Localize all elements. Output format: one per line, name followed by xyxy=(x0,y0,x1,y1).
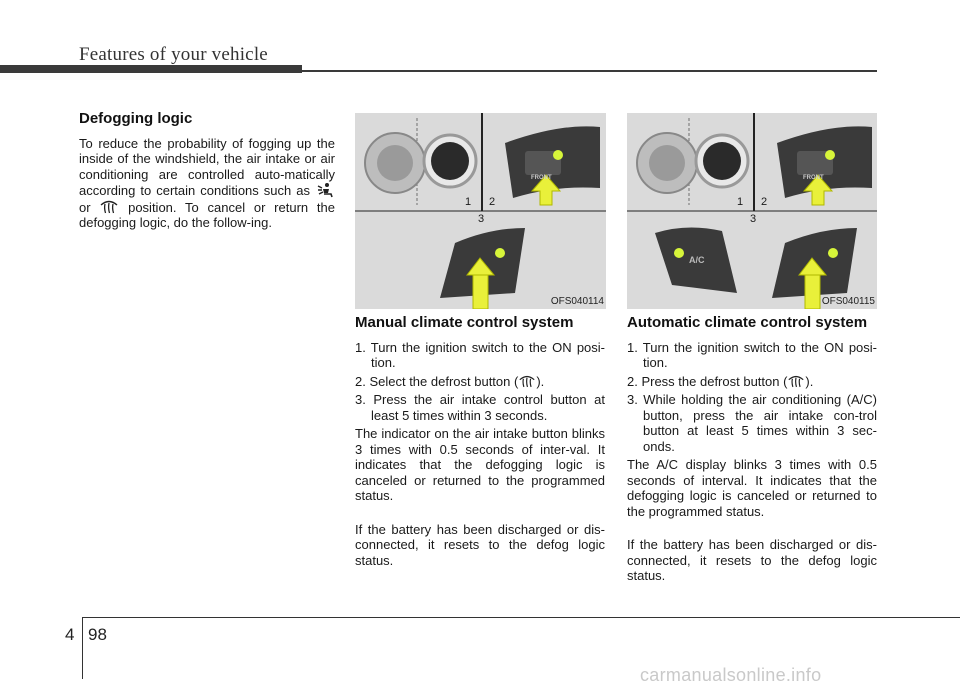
list-item xyxy=(355,340,605,371)
automatic-climate-section xyxy=(627,315,877,584)
automatic-paragraph-1: The A/C display blinks 3 times with 0.5 seconds of interval. It indicates that the defogging logic is canceled or returned to the programmed status. xyxy=(627,457,877,519)
step-text: 3. Press the air intake control button at least 5 times within 3 seconds. xyxy=(355,392,605,423)
manual-climate-heading: Manual climate control system xyxy=(355,314,574,331)
intro-text-part2: position. To cancel or return the defogging logic, do the follow-ing. xyxy=(79,199,335,230)
step-text: 1. Turn the ignition switch to the ON posi-tion. xyxy=(627,339,877,370)
manual-paragraph-1: The indicator on the air intake button blinks 3 times with 0.5 seconds of inter-val. It indicates that the defogging logic is canceled or returned to the programmed status. xyxy=(355,426,605,503)
step-text-end: ). xyxy=(536,373,545,389)
step-text: 2. Select the defrost button ( xyxy=(355,373,519,389)
step-text-end: ). xyxy=(805,373,814,389)
manual-climate-illustration xyxy=(355,113,606,309)
figure-label-2: 2 xyxy=(489,196,496,208)
automatic-climate-figure xyxy=(627,113,877,309)
watermark: carmanualsonline.info xyxy=(640,665,822,685)
footer-rule xyxy=(82,617,960,618)
step-text: 3. While holding the air conditioning (A/C) button, press the air intake con-trol button at least 5 times within 3 sec-onds. xyxy=(627,392,877,454)
list-item xyxy=(627,392,877,454)
front-button-text: FRONT xyxy=(803,175,824,181)
section-title: Features of your vehicle xyxy=(79,44,268,65)
figure-label-3: 3 xyxy=(750,213,757,225)
defrost-icon xyxy=(99,199,119,215)
defogging-logic-section xyxy=(79,111,335,231)
step-text: 2. Press the defrost button ( xyxy=(627,373,788,389)
automatic-climate-heading: Automatic climate control system xyxy=(627,314,868,331)
defogging-logic-heading: Defogging logic xyxy=(79,110,193,127)
defogging-logic-text xyxy=(79,136,335,231)
intro-text-part1: To reduce the probability of fogging up the inside of the windshield, the air intake or air conditioning are controlled auto-matically according to certain conditions such as xyxy=(79,135,335,198)
ac-button-text: A/C xyxy=(689,255,705,265)
defrost-icon xyxy=(518,374,536,389)
manual-paragraph-2: If the battery has been discharged or dis-connected, it resets to the defog logic status. xyxy=(355,521,605,568)
header-bar xyxy=(0,65,302,73)
manual-climate-section xyxy=(355,315,605,568)
defrost-icon xyxy=(787,374,805,389)
figure-label-1: 1 xyxy=(737,196,744,208)
figure-label-3: 3 xyxy=(478,213,485,225)
footer-divider xyxy=(82,617,83,679)
intro-text-or: or xyxy=(79,199,91,215)
automatic-paragraph-2: If the battery has been discharged or dis-connected, it resets to the defog logic status. xyxy=(627,537,877,583)
figure-code: OFS040114 xyxy=(550,296,604,307)
manual-steps xyxy=(355,340,605,424)
figure-code: OFS040115 xyxy=(821,296,875,307)
floor-defrost-mode-icon xyxy=(315,182,335,198)
header-rule xyxy=(302,70,877,72)
list-item xyxy=(355,374,605,390)
front-button-text: FRONT xyxy=(531,175,552,181)
manual-climate-figure xyxy=(355,113,606,309)
list-item xyxy=(627,340,877,371)
chapter-number: 4 xyxy=(65,625,75,644)
list-item xyxy=(355,392,605,423)
figure-label-1: 1 xyxy=(465,196,472,208)
automatic-climate-illustration xyxy=(627,113,877,309)
figure-label-2: 2 xyxy=(761,196,768,208)
list-item xyxy=(627,374,877,390)
automatic-steps xyxy=(627,340,877,455)
step-text: 1. Turn the ignition switch to the ON posi-tion. xyxy=(355,339,605,370)
page-number: 98 xyxy=(88,625,107,644)
